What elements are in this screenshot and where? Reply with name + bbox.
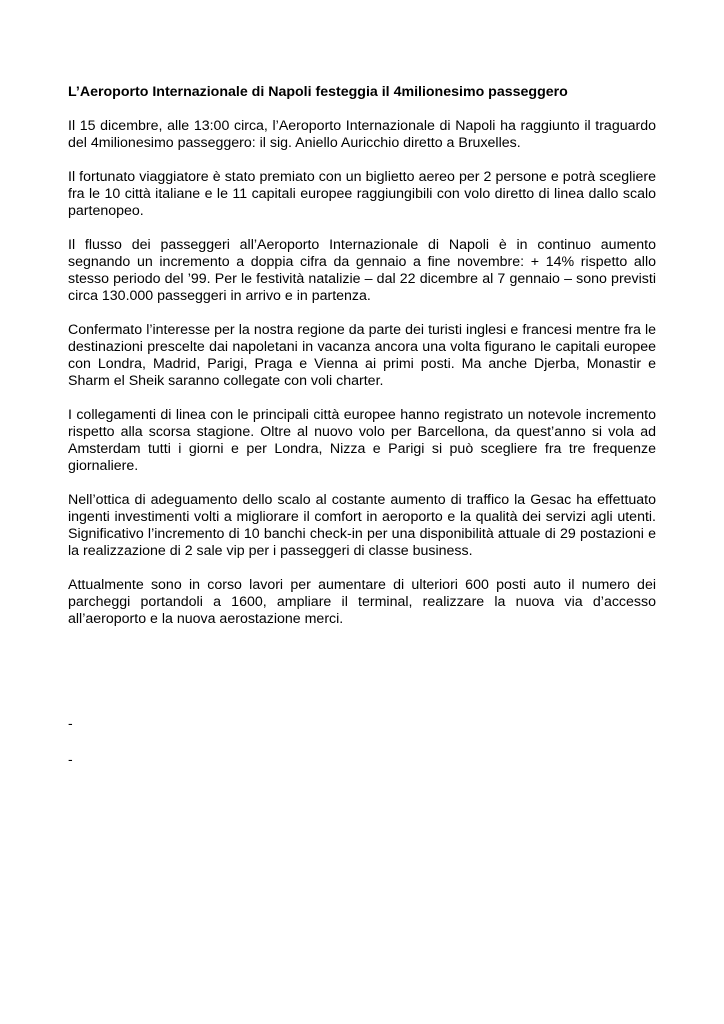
article-title: L’Aeroporto Internazionale di Napoli festeggia il 4milionesimo passeggero: [68, 84, 568, 100]
paragraph-works: Attualmente sono in corso lavori per aumentare di ulteriori 600 posti auto il numero dei parcheggi portandoli a 1600, ampliare il terminal, realizzare la nuova via d’accesso all’aeroporto e la nuova aerostazione merci.: [68, 577, 656, 627]
trailing-dash: -: [68, 751, 73, 767]
paragraph-routes: I collegamenti di linea con le principali città europee hanno registrato un notevole incremento rispetto alla scorsa stagione. Oltre al nuovo volo per Barcellona, da quest’anno si vola ad Amsterdam tutti i giorni e per Londra, Nizza e Parigi si può scegliere fra tre frequenze giornaliere.: [68, 407, 656, 474]
paragraph-milestone: Il 15 dicembre, alle 13:00 circa, l’Aeroporto Internazionale di Napoli ha raggiunto il traguardo del 4milionesimo passeggero: il sig. Aniello Auricchio diretto a Bruxelles.: [68, 118, 656, 151]
paragraph-investments: Nell’ottica di adeguamento dello scalo al costante aumento di traffico la Gesac ha effettuato ingenti investimenti volti a migliorare il comfort in aeroporto e la qualità dei servizi agli utenti. Significativo l’incremento di 10 banchi check-in per una disponibilità attuale di 29 postazioni e la realizzazione di 2 sale vip per i passeggeri di classe business.: [68, 492, 656, 559]
article-body: [68, 84, 656, 645]
paragraph-traffic: Il flusso dei passeggeri all’Aeroporto Internazionale di Napoli è in continuo aumento segnando un incremento a doppia cifra da gennaio a fine novembre: + 14% rispetto allo stesso periodo del ’99. Per le festività natalizie – dal 22 dicembre al 7 gennaio – sono previsti circa 130.000 passeggeri in arrivo e in partenza.: [68, 237, 656, 304]
trailing-dash: -: [68, 715, 73, 731]
paragraph-prize: Il fortunato viaggiatore è stato premiato con un biglietto aereo per 2 persone e potrà scegliere fra le 10 città italiane e le 11 capitali europee raggiungibili con volo diretto di linea dallo scalo partenopeo.: [68, 169, 656, 219]
paragraph-destinations: Confermato l’interesse per la nostra regione da parte dei turisti inglesi e francesi mentre fra le destinazioni prescelte dai napoletani in vacanza ancora una volta figurano le capitali europee con Londra, Madrid, Parigi, Praga e Vienna ai primi posti. Ma anche Djerba, Monastir e Sharm el Sheik saranno collegate con voli charter.: [68, 322, 656, 389]
